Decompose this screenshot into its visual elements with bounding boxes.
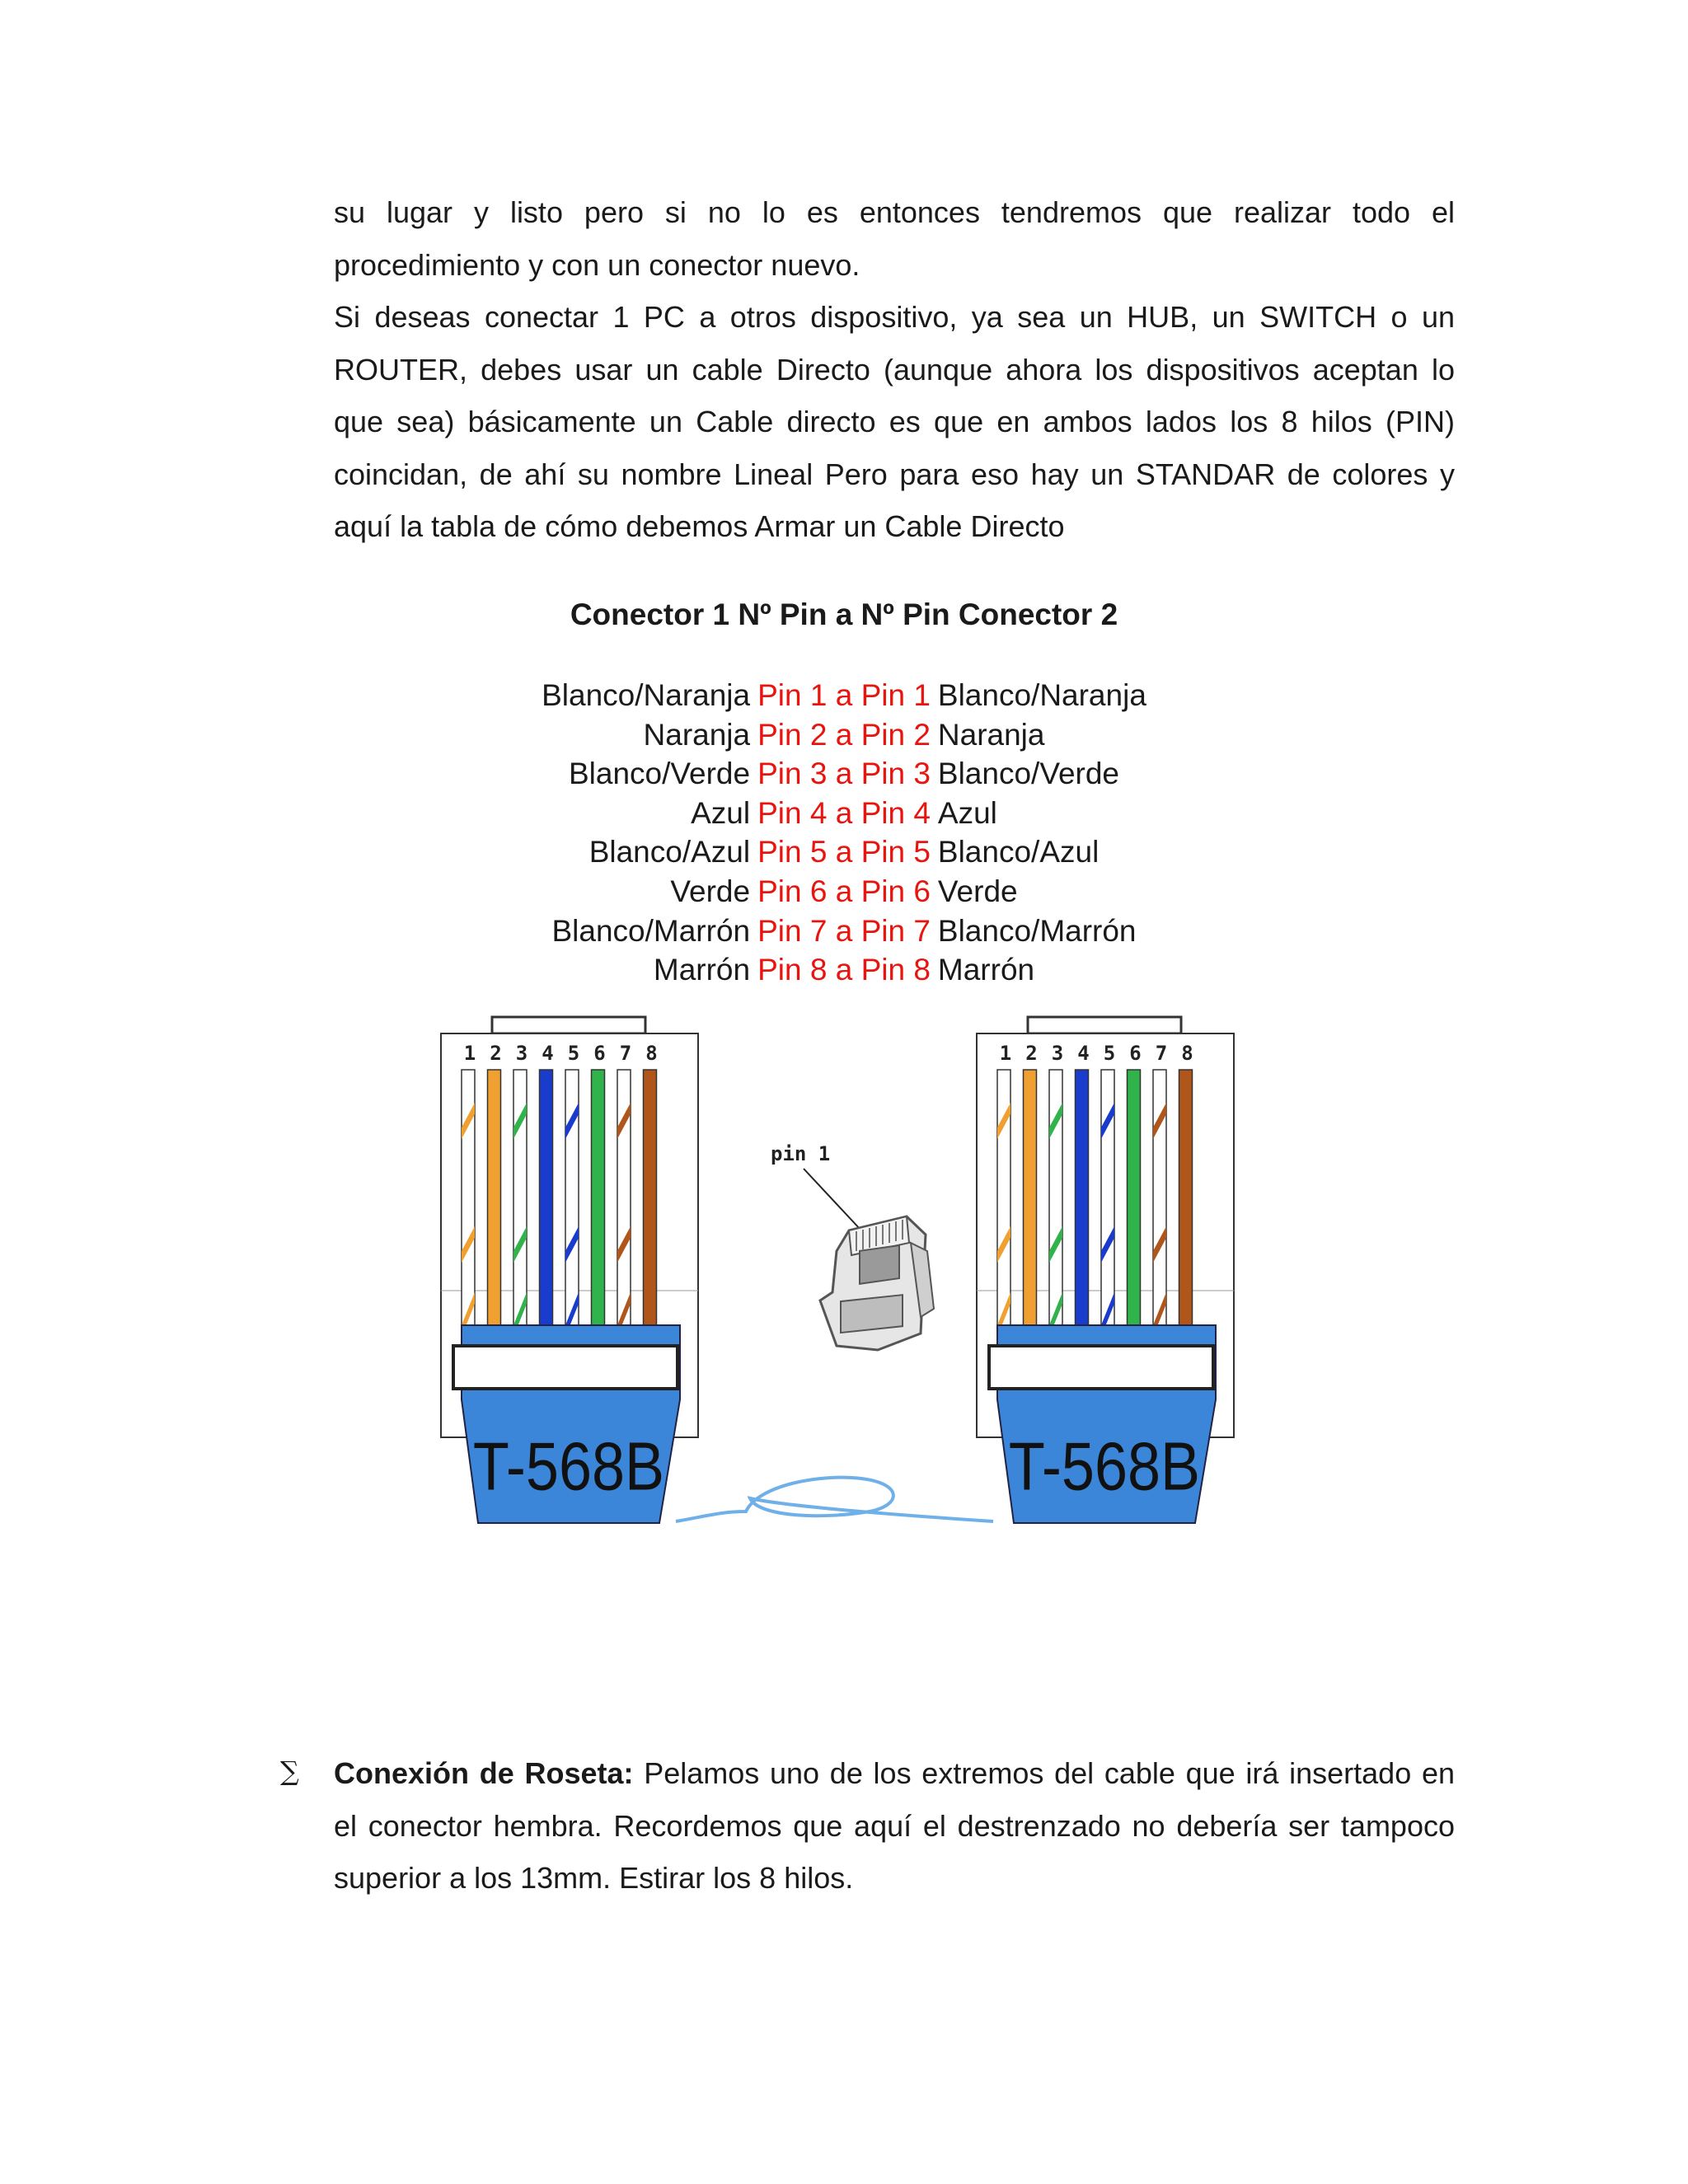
intro-line: Si deseas conectar 1 PC a otros dispositivo, ya sea un HUB, un SWITCH o un [334,300,1455,334]
cable-loop [676,1478,993,1521]
intro-paragraph [334,186,1455,553]
table-title: Conector 1 Nº Pin a Nº Pin Conector 2 [570,598,1118,631]
pin-number: 5 [567,1042,580,1065]
wire [1076,1070,1089,1350]
right-color: Verde [937,874,1018,908]
left-color: Blanco/Marrón [551,913,751,948]
left-connector [441,1017,698,1523]
wire [592,1070,605,1350]
pin-number: 7 [1155,1042,1168,1065]
bullet-line [334,1747,1455,1800]
pin-pair: Pin 3 a Pin 3 [757,757,931,791]
intro-line: que sea) básicamente un Cable directo es que en ambos lados los 8 hilos (PIN) [334,405,1455,438]
wire [1179,1070,1193,1350]
right-color: Blanco/Verde [937,757,1120,791]
bullet-symbol: ∑ [280,1755,299,1787]
bullet-line: el conector hembra. Recordemos que aquí el destrenzado no debería ser tampoco [334,1808,1455,1843]
pin-number: 1 [999,1042,1012,1065]
left-color: Verde [670,874,751,908]
pin-number: 4 [542,1042,554,1065]
rj45-plug-illustration [771,1142,934,1350]
bullet-line: superior a los 13mm. Estirar los 8 hilos. [334,1861,854,1895]
pin-number: 1 [463,1042,476,1065]
left-color: Azul [691,795,751,830]
pin-row [0,794,1688,833]
wire [540,1070,553,1350]
left-color: Marrón [653,953,751,987]
right-connector [977,1017,1234,1523]
right-color: Azul [937,795,997,830]
connector-latch [1028,1017,1181,1033]
pin-row [0,912,1688,951]
pin-pair: Pin 1 a Pin 1 [757,678,931,712]
connector-latch [492,1017,645,1033]
right-color: Blanco/Azul [937,835,1100,869]
right-color: Blanco/Naranja [937,678,1146,712]
pin-number: 6 [593,1042,606,1065]
pin-pair: Pin 6 a Pin 6 [757,874,931,908]
intro-line: procedimiento y con un conector nuevo. [334,247,860,282]
pin-row [0,950,1688,990]
intro-line: ROUTER, debes usar un cable Directo (aunque ahora los dispositivos aceptan lo [334,352,1455,387]
pin-pair: Pin 4 a Pin 4 [757,795,931,830]
boot-clip [453,1346,678,1389]
pin-number: 3 [1051,1042,1064,1065]
left-color: Blanco/Azul [588,835,751,869]
wire [1128,1070,1141,1350]
pin-pair: Pin 8 a Pin 8 [757,953,931,987]
wire [1024,1070,1037,1350]
pin1-label: pin 1 [771,1142,831,1165]
pin-number: 3 [515,1042,528,1065]
pin-number: 4 [1077,1042,1090,1065]
bullet-text: Pelamos uno de los extremos del cable que irá insertado en [633,1756,1455,1790]
left-color: Blanco/Naranja [542,678,751,712]
pin-row [0,832,1688,872]
wire [644,1070,657,1350]
pin-number: 6 [1129,1042,1142,1065]
standard-label: T-568B [1008,1428,1201,1505]
pin-number: 7 [619,1042,632,1065]
pin-number: 2 [1025,1042,1038,1065]
pin-mapping-table [0,676,1688,990]
intro-line: coincidan, de ahí su nombre Lineal Pero para eso hay un STANDAR de colores y [334,457,1455,491]
boot-clip [989,1346,1213,1389]
pin-number: 5 [1103,1042,1116,1065]
standard-label: T-568B [472,1428,665,1505]
left-color: Blanco/Verde [568,757,751,791]
pin1-pointer [804,1169,861,1230]
bullet-paragraph [334,1747,1455,1905]
pin-number: 8 [1181,1042,1193,1065]
right-color: Marrón [937,953,1035,987]
pin-number: 2 [490,1042,502,1065]
wire [488,1070,501,1350]
pin-pair: Pin 7 a Pin 7 [757,913,931,948]
pin-row [0,715,1688,755]
bullet-lead: Conexión de Roseta: [334,1756,634,1790]
pin-pair: Pin 5 a Pin 5 [757,835,931,869]
pin-number: 8 [645,1042,658,1065]
right-color: Naranja [937,717,1045,752]
pin-row [0,872,1688,912]
pin-pair: Pin 2 a Pin 2 [757,717,931,752]
rj45-wiring-diagram [433,1012,1257,1540]
right-color: Blanco/Marrón [937,913,1137,948]
left-color: Naranja [643,717,751,752]
intro-line: su lugar y listo pero si no lo es entonces tendremos que realizar todo el [334,195,1455,229]
pin-row [0,676,1688,715]
pin-row [0,754,1688,794]
intro-line: aquí la tabla de cómo debemos Armar un Cable Directo [334,509,1065,543]
